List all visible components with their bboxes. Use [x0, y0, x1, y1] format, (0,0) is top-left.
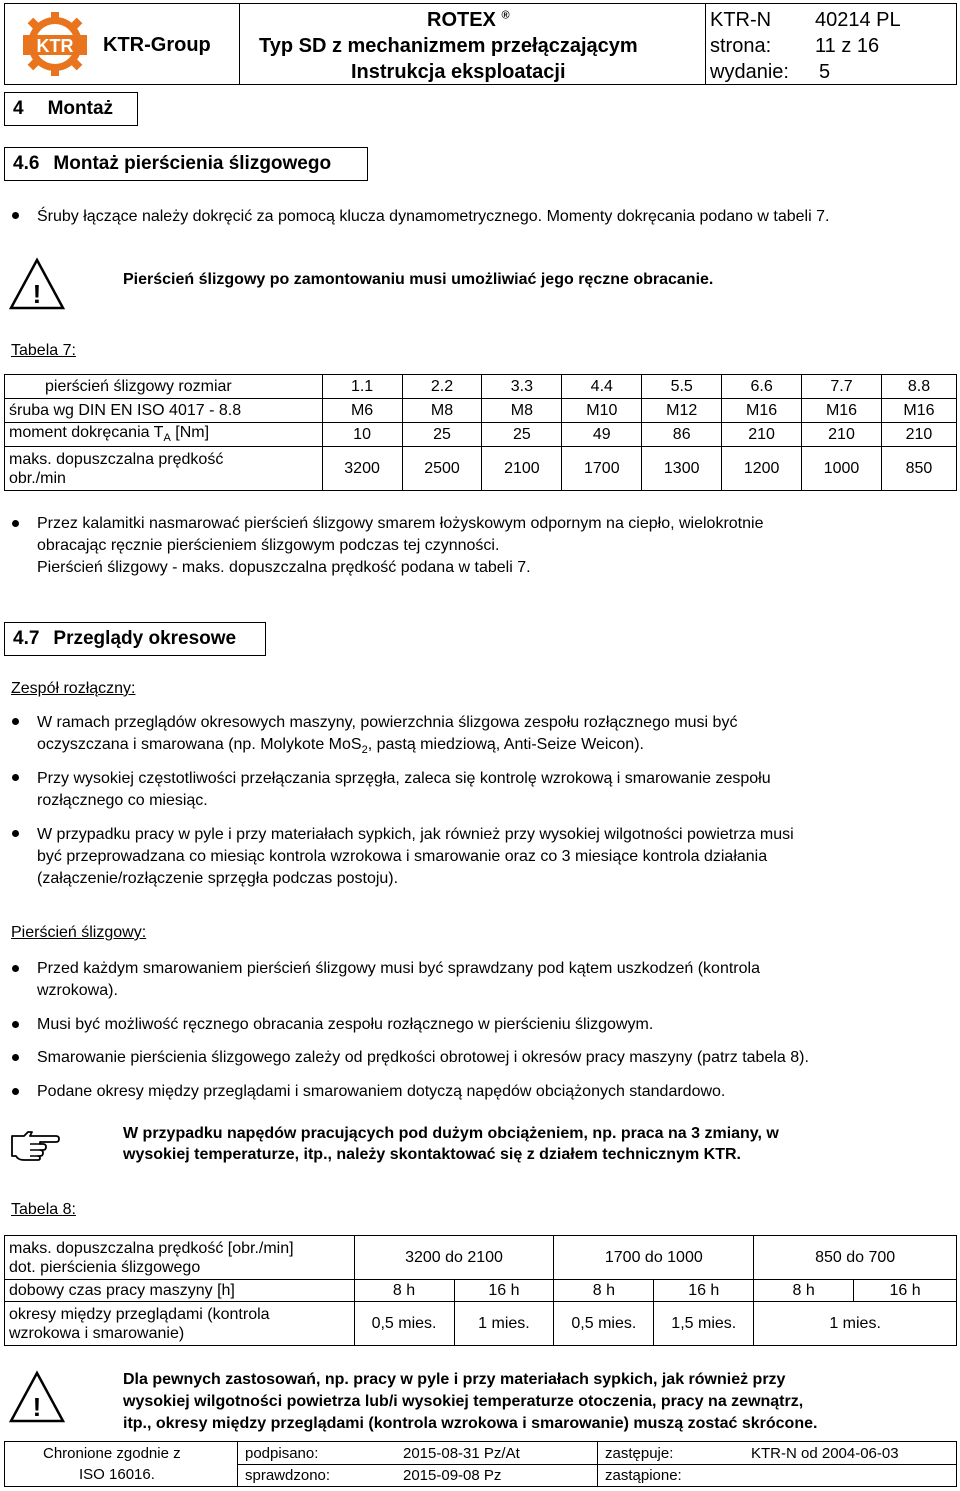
zespol-bullet-2-line-2: rozłącznego co miesiąc. [37, 792, 208, 809]
note-line-2: wysokiej temperaturze, itp., należy skontaktować się z działem technicznym KTR. [123, 1146, 741, 1163]
table-cell: 1 mies. [454, 1302, 554, 1346]
note-line-1: W przypadku napędów pracujących pod dużym obciążeniem, np. praca na 3 zmiany, w [123, 1125, 779, 1142]
pierscien-bullet-2: Musi być możliwość ręcznego obracania zespołu rozłącznego w pierścieniu ślizgowym. [37, 1016, 654, 1033]
bullet-lubrication-line-3: Pierścień ślizgowy - maks. dopuszczalna prędkość podana w tabeli 7. [37, 559, 531, 576]
table-cell: 2100 [482, 447, 562, 491]
table-cell: 0,5 mies. [354, 1302, 454, 1346]
warning-2-line-3: itp., okresy między przeglądami (kontrola wzrokowa i smarowanie) muszą zostać skrócone. [123, 1415, 818, 1432]
zespol-bullet-1-line-2: oczyszczana i smarowana (np. Molykote MoS$_2$, pastą miedziową, Anti-Seize Weicon). [37, 736, 644, 757]
zespol-bullet-3-line-3: (załączenie/rozłączenie sprzęgła podczas postoju). [37, 870, 399, 887]
footer-checked-value: 2015-09-08 Pz [403, 1467, 502, 1484]
table-cell: M16 [881, 399, 956, 423]
table-7 [4, 374, 957, 491]
table-row [5, 1236, 957, 1280]
table-cell: 1300 [642, 447, 722, 491]
table-cell: 2.2 [402, 375, 482, 399]
footer-replaces-label: zastępuje: [605, 1445, 674, 1462]
table-cell: M16 [802, 399, 882, 423]
table-cell: 8.8 [881, 375, 956, 399]
table-cell: 4.4 [562, 375, 642, 399]
document-header [4, 3, 957, 85]
table-cell: 1700 do 1000 [554, 1236, 754, 1280]
document-footer [4, 1441, 957, 1487]
section-4-7-heading: 4.7 Przeglądy okresowe [4, 622, 266, 656]
logo-text: KTR [36, 36, 74, 56]
table-cell: 10 [322, 423, 402, 447]
table-7-caption: Tabela 7: [11, 342, 76, 359]
table-cell: 1000 [802, 447, 882, 491]
table-cell: 1 mies. [754, 1302, 957, 1346]
bullet-dot [12, 1088, 19, 1095]
table-row-label: moment dokręcania $T_A$ [Nm] [5, 423, 323, 447]
zespol-bullet-3-line-1: W przypadku pracy w pyle i przy materiałach sypkich, jak również przy wysokiej wilgotności powietrza musi [37, 826, 794, 843]
table-cell: 1200 [722, 447, 802, 491]
brand-name: ROTEX ® [427, 9, 510, 31]
table-row-label: śruba wg DIN EN ISO 4017 - 8.8 [5, 399, 323, 423]
pierscien-heading: Pierścień ślizgowy: [11, 924, 147, 941]
table-cell: 1700 [562, 447, 642, 491]
table-cell: 25 [402, 423, 482, 447]
table-cell: M6 [322, 399, 402, 423]
edition-value: 5 [819, 61, 831, 83]
section-4-heading: 4 Montaż [4, 92, 138, 126]
doc-number: 40214 PL [815, 9, 901, 31]
table-row-label: maks. dopuszczalna prędkość obr./min [5, 447, 323, 491]
section-4-6-heading: 4.6 Montaż pierścienia ślizgowego [4, 147, 368, 181]
table-cell: 5.5 [642, 375, 722, 399]
table-row-label: dobowy czas pracy maszyny [h] [5, 1280, 355, 1302]
table-cell: 16 h [854, 1280, 957, 1302]
edition-label: wydanie: [710, 61, 789, 83]
bullet-torque-text: Śruby łączące należy dokręcić za pomocą klucza dynamometrycznego. Momenty dokręcania podano w tabeli 7. [37, 208, 830, 225]
bullet-dot [12, 718, 19, 725]
pierscien-bullet-1-line-1: Przed każdym smarowaniem pierścień ślizgowy musi być sprawdzany pod kątem uszkodzeń (kontrola [37, 960, 760, 977]
table-row [5, 1280, 957, 1302]
table-cell: M16 [722, 399, 802, 423]
table-cell: 210 [881, 423, 956, 447]
svg-text:!: ! [32, 1392, 42, 1422]
footer-checked-label: sprawdzono: [245, 1467, 331, 1484]
bullet-dot [12, 774, 19, 781]
group-name: KTR-Group [103, 34, 211, 56]
zespol-bullet-2-line-1: Przy wysokiej częstotliwości przełączania sprzęgła, zaleca się kontrolę wzrokową i smarowanie zespołu [37, 770, 771, 787]
table-cell: 25 [482, 423, 562, 447]
ktr-logo [19, 10, 91, 78]
footer-replaces-value: KTR-N od 2004-06-03 [751, 1445, 899, 1462]
bullet-dot [12, 830, 19, 837]
table-8-caption: Tabela 8: [11, 1201, 76, 1218]
zespol-bullet-3-line-2: być przeprowadzana co miesiąc kontrola wzrokowa i smarowanie oraz co 3 miesiące kontrola działania [37, 848, 768, 865]
table-row [5, 375, 957, 399]
table-cell: 2500 [402, 447, 482, 491]
table-row-label: pierścień ślizgowy rozmiar [5, 375, 323, 399]
bullet-dot [12, 212, 19, 219]
doc-label: KTR-N [710, 9, 772, 31]
table-row [5, 399, 957, 423]
doc-subtitle: Instrukcja eksploatacji [351, 61, 566, 83]
table-cell: 16 h [654, 1280, 754, 1302]
footer-protected-line-2: ISO 16016. [79, 1466, 155, 1483]
pointing-hand-icon [10, 1128, 60, 1162]
warning-2-line-1: Dla pewnych zastosowań, np. pracy w pyle i przy materiałach sypkich, jak również przy [123, 1371, 786, 1388]
table-cell: M12 [642, 399, 722, 423]
bullet-lubrication-line-2: obracając ręcznie pierścieniem ślizgowym podczas tej czynności. [37, 537, 500, 554]
table-cell: 6.6 [722, 375, 802, 399]
footer-protected-line-1: Chronione zgodnie z [43, 1445, 181, 1462]
bullet-dot [12, 520, 19, 527]
table-cell: 86 [642, 423, 722, 447]
bullet-dot [12, 1054, 19, 1061]
table-row-label: okresy między przeglądami (kontrola wzrokowa i smarowanie) [5, 1302, 355, 1346]
page-label: strona: [710, 35, 772, 57]
table-cell: 8 h [754, 1280, 854, 1302]
table-cell: 7.7 [802, 375, 882, 399]
table-cell: M10 [562, 399, 642, 423]
table-row-label: maks. dopuszczalna prędkość [obr./min] dot. pierścienia ślizgowego [5, 1236, 355, 1280]
zespol-bullet-1-line-1: W ramach przeglądów okresowych maszyny, powierzchnia ślizgowa zespołu rozłącznego musi być [37, 714, 738, 731]
table-cell: 3.3 [482, 375, 562, 399]
table-cell: 850 do 700 [754, 1236, 957, 1280]
table-cell: 210 [722, 423, 802, 447]
table-row [5, 447, 957, 491]
table-cell: 3200 [322, 447, 402, 491]
footer-signed-label: podpisano: [245, 1445, 319, 1462]
table-cell: 850 [881, 447, 956, 491]
table-cell: 0,5 mies. [554, 1302, 654, 1346]
footer-replaced-label: zastąpione: [605, 1467, 682, 1484]
table-row [5, 1302, 957, 1346]
table-8 [4, 1235, 957, 1346]
table-cell: 49 [562, 423, 642, 447]
table-cell: 210 [802, 423, 882, 447]
table-cell: 1,5 mies. [654, 1302, 754, 1346]
pierscien-bullet-1-line-2: wzrokowa). [37, 982, 118, 999]
zespol-heading: Zespół rozłączny: [11, 680, 136, 697]
warning-2-line-2: wysokiej wilgotności powietrza lub/i wysokiej temperaturze otoczenia, pracy na zewnątrz, [123, 1393, 804, 1410]
table-cell: 8 h [554, 1280, 654, 1302]
table-cell: 1.1 [322, 375, 402, 399]
warning-triangle-icon [8, 1370, 66, 1424]
page-value: 11 z 16 [815, 35, 880, 57]
table-row [5, 423, 957, 447]
svg-text:!: ! [32, 279, 42, 309]
bullet-lubrication-line-1: Przez kalamitki nasmarować pierścień ślizgowy smarem łożyskowym odpornym na ciepło, wielokrotnie [37, 515, 764, 532]
footer-signed-value: 2015-08-31 Pz/At [403, 1445, 520, 1462]
pierscien-bullet-3: Smarowanie pierścienia ślizgowego zależy od prędkości obrotowej i okresów pracy maszyny (patrz tabela 8). [37, 1049, 809, 1066]
warning-slip-ring-text: Pierścień ślizgowy po zamontowaniu musi umożliwiać jego ręczne obracanie. [123, 271, 714, 288]
doc-title: Typ SD z mechanizmem przełączającym [259, 35, 638, 57]
table-cell: 3200 do 2100 [354, 1236, 554, 1280]
table-cell: 16 h [454, 1280, 554, 1302]
table-cell: M8 [402, 399, 482, 423]
bullet-dot [12, 965, 19, 972]
pierscien-bullet-4: Podane okresy między przeglądami i smarowaniem dotyczą napędów obciążonych standardowo. [37, 1083, 726, 1100]
warning-triangle-icon [8, 257, 66, 311]
bullet-dot [12, 1021, 19, 1028]
table-cell: 8 h [354, 1280, 454, 1302]
table-cell: M8 [482, 399, 562, 423]
